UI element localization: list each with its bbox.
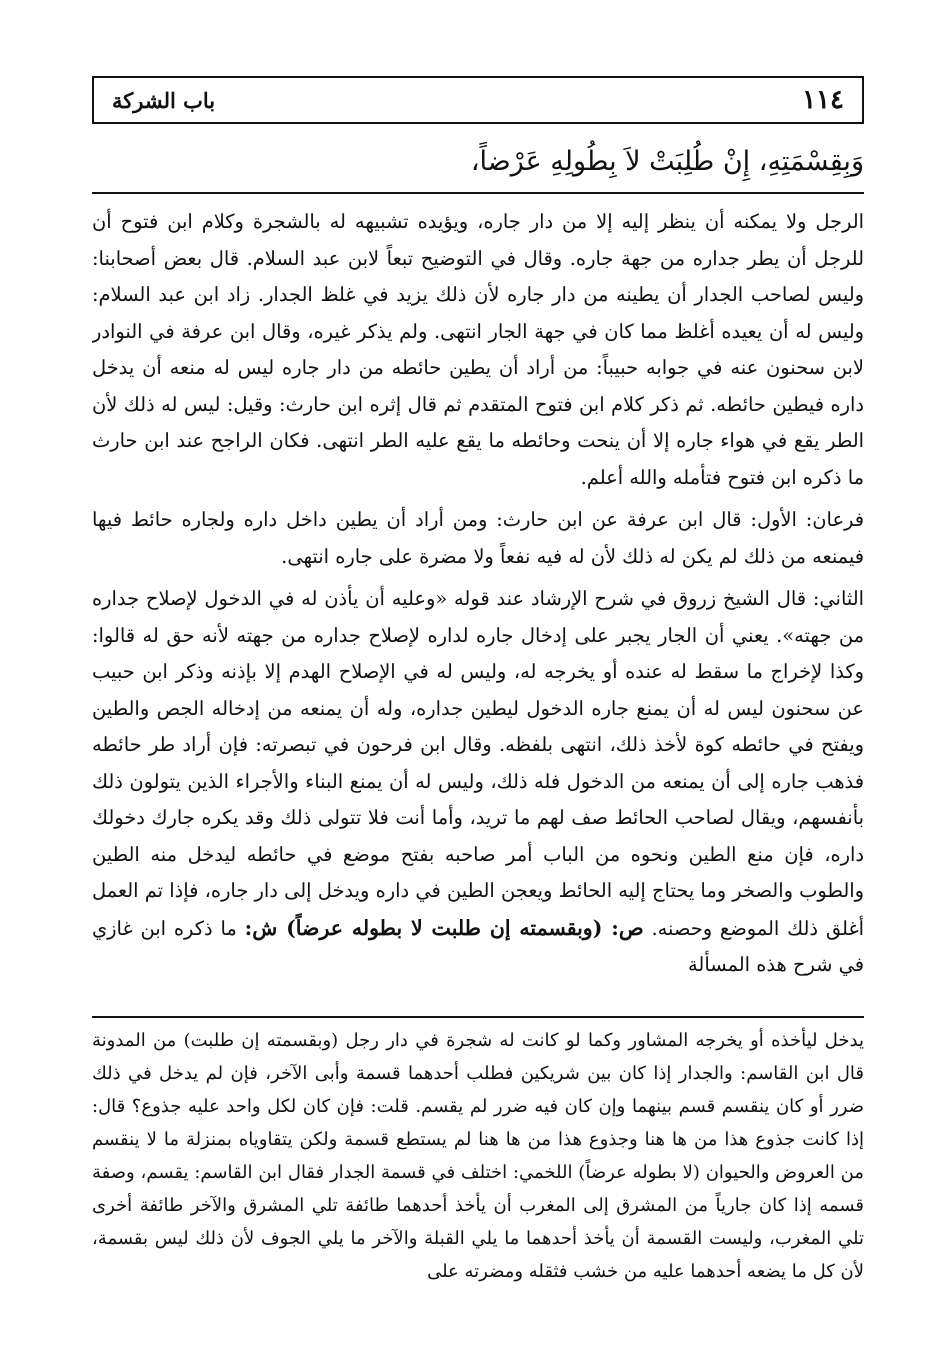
footnote-divider [92,1016,864,1018]
page-header [92,76,864,124]
commentary-continuation: ما ذكره ابن غازي في شرح هذه المسألة [92,916,864,976]
matn-text: وَبِقِسْمَتِهِ، إِنْ طُلِبَتْ لاَ بِطُولِهِ عَرْضاً، [470,146,864,177]
chapter-title: باب الشركة [112,87,216,113]
commentary-body [92,204,864,1008]
commentary-paragraph: فرعان: الأول: قال ابن عرفة عن ابن حارث: ومن أراد أن يطين داخل داره ولجاره حائط فيها فيمنعه من ذلك لم يكن له ذلك لأن له فيه نفعاً ولا مضرة على جاره انتهى. [92,508,864,568]
page-number: ١١٤ [802,85,844,115]
footnote-text: يدخل ليأخذه أو يخرجه المشاور وكما لو كانت له شجرة في دار رجل (وبقسمته إن طلبت) من المدونة قال ابن القاسم: والجدار إذا كان بين شريكين فطلب أحدهما قسمة وأبى الآخر، فإن لم يدخل في ذلك ضرر أو كان ينقسم قسم بينهما وإن كان فيه ضرر لم يقسم. قلت: فإن كان لكل واحد عليه جذوع؟ قال: إذا كانت جذوع هذا من ها هنا وجذوع هذا من ها هنا لم يستطع قسمة ولكن يتقاوياه بمنزلة ما لا ينقسم من العروض والحيوان (لا بطوله عرضاً) اللخمي: اختلف في قسمة الجدار فقال ابن القاسم: يقسم، وصفة قسمه إذا كان جارياً من المشرق إلى المغرب أن يأخذ أحدهما طائفة تلي المشرق والآخر طائفة أخرى تلي المغرب، وليست القسمة أن يأخذ أحدهما ما يلي القبلة والآخر ما يلي الجوف لأن ذلك ليس بقسمة، لأن كل ما يضعه أحدهما عليه من خشب فثقله ومضرته على [92,1030,864,1282]
matn-quote: ص: (وبقسمته إن طلبت لا بطوله عرضاً) ش: [244,915,644,940]
commentary-paragraph [92,581,864,984]
commentary-paragraph: الرجل ولا يمكنه أن ينظر إليه إلا من دار جاره، ويؤيده تشبيهه له بالشجرة وكلام ابن فتوح أن للرجل أن يطر جداره من جهة جاره. وقال في التوضيح تبعاً لابن عبد السلام. قال بعض أصحابنا: وليس لصاحب الجدار أن يطينه من دار جاره لأن ذلك يزيد في غلظ الجدار. زاد ابن عبد السلام: وليس له أن يعيده أغلظ مما كان في جهة الجار انتهى. ولم يذكر غيره، وقال ابن عرفة في النوادر لابن سحنون عنه في جوابه حبيباً: من أراد أن يطين حائطه من دار جاره ليس له منعه أن يدخل داره فيطين حائطه. ثم ذكر كلام ابن فتوح المتقدم ثم قال إثره ابن حارث: وقيل: ليس له ذلك لأن الطر يقع في هواء جاره إلا أن ينحت وحائطه ما يقع عليه الطر انتهى. فكان الراجح عند ابن حارث ما ذكره ابن فتوح فتأمله والله أعلم. [92,210,864,489]
top-divider [92,192,864,194]
commentary-paragraph-text: الثاني: قال الشيخ زروق في شرح الإرشاد عند قوله «وعليه أن يأذن له في الدخول لإصلاح جداره من جهته». يعني أن الجار يجبر على إدخال جاره لداره لإصلاح جداره من جهته لأنه حق له قالوا: وكذا لإخراج ما سقط له عنده أو يخرجه له، وليس له في الإصلاح الهدم إلا بإذنه وذكر ابن حبيب عن سحنون ليس له أن يمنع جاره الدخول ليطين جداره، وله أن يمنعه من إدخاله الجص والطين ويفتح في حائطه كوة لأخذ ذلك، انتهى بلفظه. وقال ابن فرحون في تبصرته: فإن أراد طر حائطه فذهب جاره إلى أن يمنعه من الدخول فله ذلك، وليس له أن يمنع البناء والأجراء الذين يتولون ذلك بأنفسهم، ويقال لصاحب الحائط صف لهم ما تريد، وأما أنت فلا تتولى ذلك وقد يكره جارك دخولك داره، فإن منع الطين ونحوه من الباب أمر صاحبه بفتح موضع في حائطه ليدخل منه الطين والطوب والصخر وما يحتاج إليه الحائط ويعجن الطين في داره ويدخل إلى دار جاره، فإذا تم العمل أغلق ذلك الموضع وحصنه. [92,587,864,940]
